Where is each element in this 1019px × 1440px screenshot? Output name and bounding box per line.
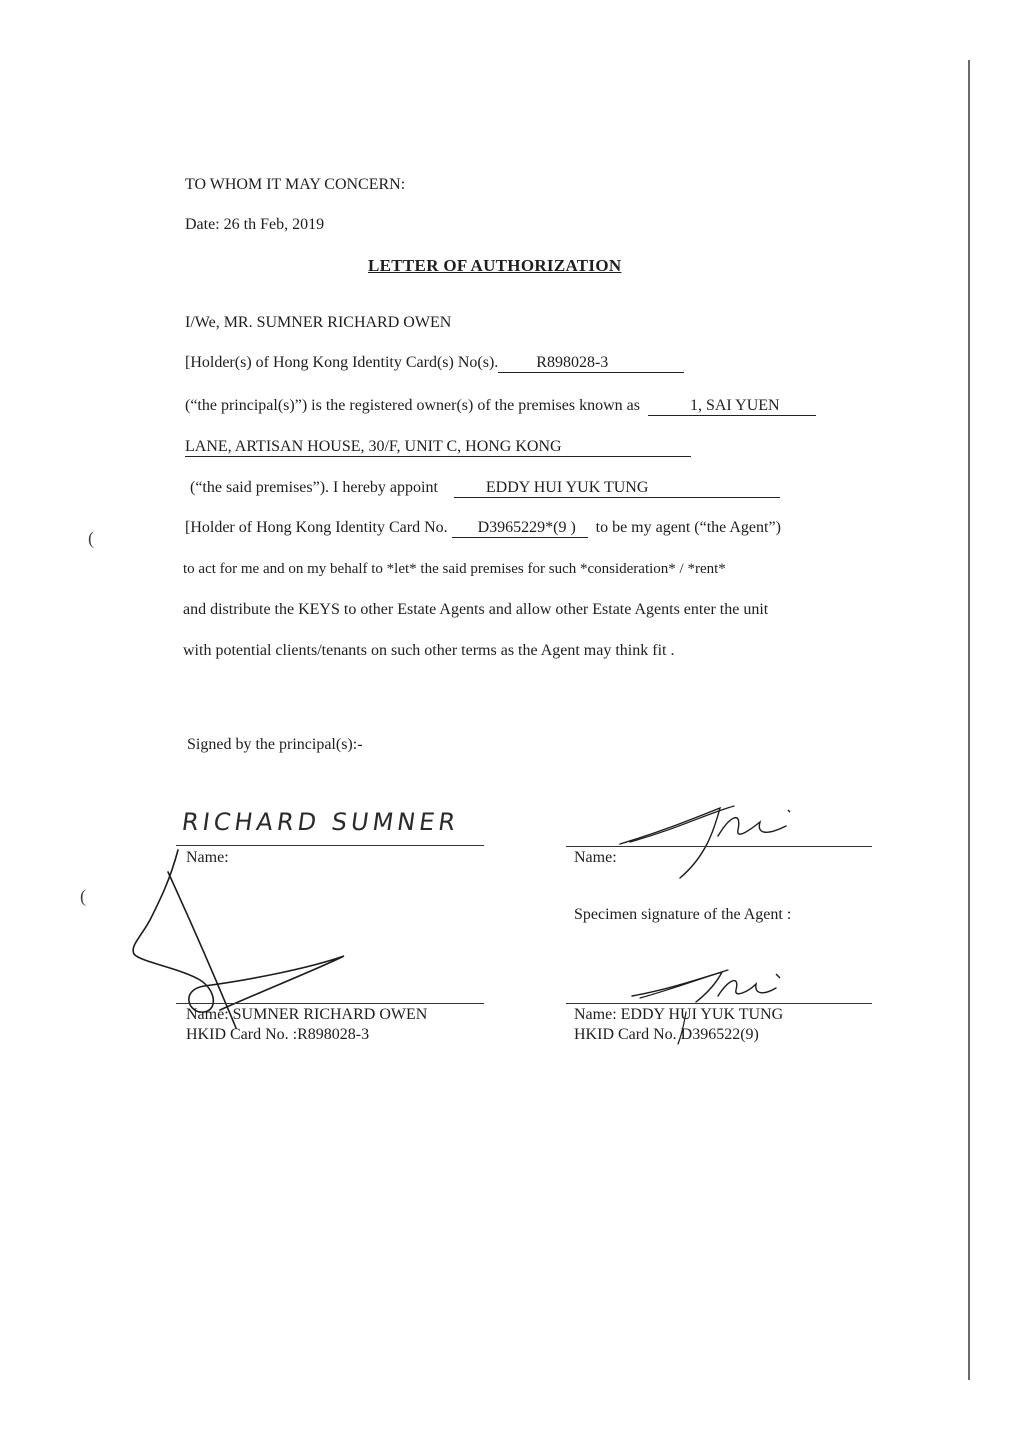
right-name-label: Name: — [574, 849, 617, 866]
authority-line: to act for me and on my behalf to *let* the said premises for such *consideration* / *rent* — [183, 561, 726, 577]
principal-line: I/We, MR. SUMNER RICHARD OWEN — [185, 314, 452, 331]
address-part-2: LANE, ARTISAN HOUSE, 30/F, UNIT C, HONG KONG — [185, 438, 562, 455]
margin-mark: ( — [88, 528, 94, 548]
left-name-rule — [176, 845, 484, 846]
signed-heading: Signed by the principal(s):- — [187, 736, 363, 753]
holder-id-value: R898028-3 — [536, 354, 609, 371]
left-name-label: Name: — [186, 849, 229, 866]
principal-handwritten-name: RICHARD SUMNER — [180, 808, 462, 836]
agent-id-prefix: [Holder of Hong Kong Identity Card No. — [185, 519, 448, 536]
right-sign-rule — [566, 1003, 872, 1004]
agent-name-value: EDDY HUI YUK TUNG — [485, 479, 649, 496]
appoint-line — [190, 479, 780, 498]
address-field-1 — [648, 397, 816, 416]
margin-mark: ( — [80, 886, 86, 906]
address-field-2 — [185, 438, 691, 457]
terms-line: with potential clients/tenants on such other terms as the Agent may think fit . — [183, 642, 675, 659]
right-hkid: HKID Card No. D396522(9) — [574, 1026, 759, 1043]
specimen-label: Specimen signature of the Agent : — [574, 906, 792, 923]
right-signed-name: Name: EDDY HUI YUK TUNG — [574, 1006, 784, 1023]
agent-id-line — [185, 519, 781, 538]
left-hkid: HKID Card No. :R898028-3 — [186, 1026, 370, 1043]
agent-signature-top — [610, 800, 810, 880]
letter-title: LETTER OF AUTHORIZATION — [368, 256, 622, 275]
keys-line: and distribute the KEYS to other Estate Agents and allow other Estate Agents enter the unit — [183, 601, 769, 618]
left-signed-name: Name: SUMNER RICHARD OWEN — [186, 1006, 428, 1023]
agent-id-field — [452, 519, 588, 538]
salutation: TO WHOM IT MAY CONCERN: — [185, 176, 406, 193]
letter-date: Date: 26 th Feb, 2019 — [185, 216, 325, 233]
agent-name-field — [454, 479, 780, 498]
holder-id-line — [185, 354, 684, 373]
agent-id-suffix: to be my agent (“the Agent”) — [595, 519, 781, 536]
holder-id-field — [498, 354, 684, 373]
right-name-rule — [566, 846, 872, 847]
scan-edge-line — [968, 60, 970, 1380]
left-sign-rule — [176, 1003, 484, 1004]
agent-id-value: D3965229*(9 ) — [477, 519, 576, 536]
address-line — [185, 438, 691, 457]
appoint-prefix: (“the said premises”). I hereby appoint — [190, 479, 438, 496]
premises-prefix: (“the principal(s)”) is the registered owner(s) of the premises known as — [185, 397, 640, 414]
address-part-1: 1, SAI YUEN — [689, 397, 780, 414]
premises-line — [185, 397, 816, 416]
holder-id-prefix: [Holder(s) of Hong Kong Identity Card(s) No(s). — [185, 354, 499, 371]
